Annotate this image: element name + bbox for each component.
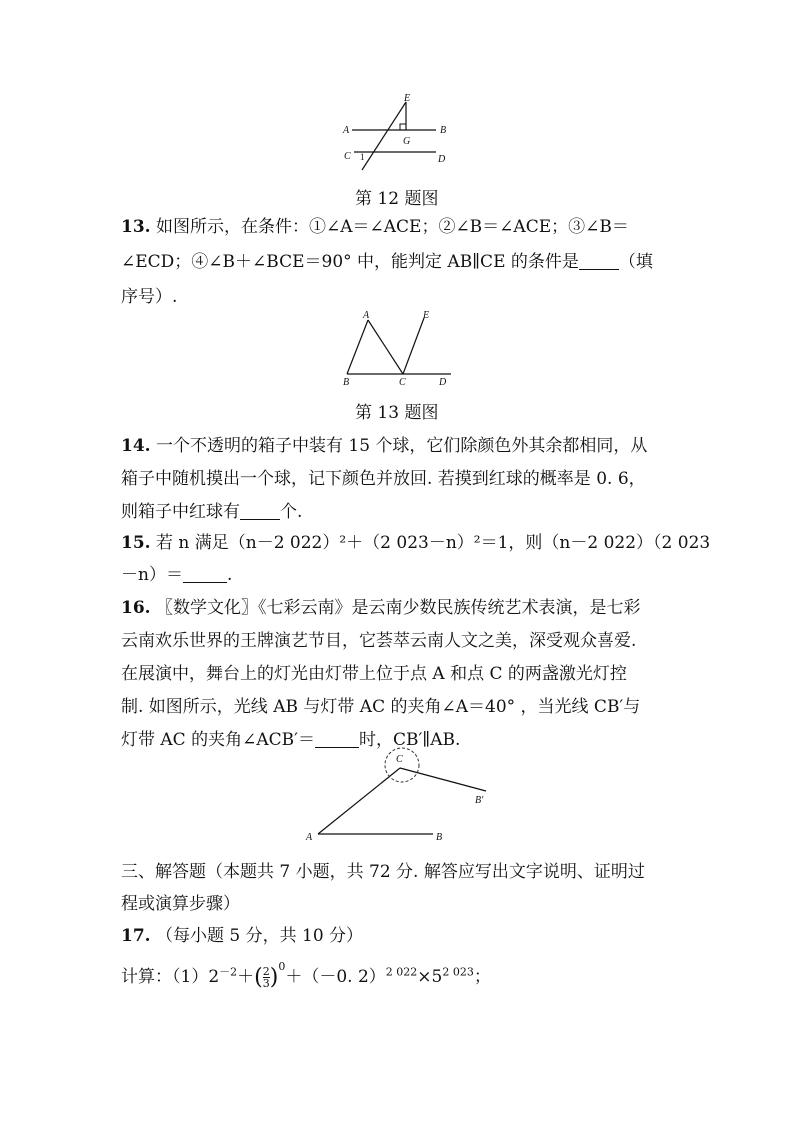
q13-text3: 序号）. — [121, 287, 178, 307]
q15-answer-blank[interactable] — [183, 566, 227, 583]
q17-exp-neg2: －2 — [219, 965, 238, 979]
q13-line3 — [121, 282, 177, 307]
q17-number: 17. — [121, 926, 151, 946]
figure-13-caption: 第 13 题图 — [355, 403, 439, 423]
label-b: B — [343, 377, 350, 388]
q14-text3b: 个. — [280, 502, 303, 522]
q15-text1: 若 n 满足（n－2 022）²＋（2 023－n）²＝1，则（n－2 022）（2 023 — [155, 533, 711, 553]
q14-text2: 箱子中随机摸出一个球，记下颜色并放回. 若摸到红球的概率是 0. 6， — [121, 469, 646, 489]
label-d: D — [438, 154, 446, 165]
section3-text2: 程或演算步骤） — [121, 894, 240, 914]
q17-frac-num: 2 — [262, 965, 270, 978]
q14-answer-blank[interactable] — [240, 503, 280, 520]
right-angle-mark — [400, 124, 406, 130]
q17-calc-prefix: 计算：（1）2 — [121, 967, 220, 987]
label-a: A — [363, 310, 370, 321]
q14-line3 — [121, 497, 302, 522]
q15-text2a: －n）＝ — [121, 565, 183, 585]
q17-exp-2022: 2 022 — [385, 965, 418, 979]
label-e: E — [423, 310, 430, 321]
q14-line1 — [121, 431, 647, 456]
label-b-prime: B′ — [475, 795, 484, 806]
q16-text3: 在展演中，舞台上的灯光由灯带上位于点 A 和点 C 的两盏激光灯控 — [121, 664, 627, 684]
section3-line1 — [121, 857, 645, 882]
label-a: A — [343, 125, 350, 136]
q14-text1: 一个不透明的箱子中装有 15 个球，它们除颜色外其余都相同，从 — [155, 436, 648, 456]
q14-text3a: 则箱子中红球有 — [121, 502, 240, 522]
label-c: C — [399, 377, 406, 388]
section3-line2 — [121, 889, 240, 914]
q16-text5a: 灯带 AC 的夹角∠ACB′＝ — [121, 730, 315, 750]
label-angle-1: 1 — [360, 152, 365, 162]
q17-header: （每小题 5 分，共 10 分） — [155, 926, 364, 946]
segment-ac — [368, 320, 403, 374]
q14-line2 — [121, 464, 646, 489]
figure-12-caption: 第 12 题图 — [355, 189, 439, 209]
label-b: B — [436, 832, 443, 843]
q16-line2 — [121, 626, 636, 651]
q17-fraction — [263, 966, 270, 989]
q17-line1 — [121, 921, 363, 946]
q13-line1 — [121, 212, 629, 237]
q15-line1 — [121, 528, 710, 553]
q13-text2b: （填 — [618, 252, 653, 272]
label-g: G — [403, 136, 411, 147]
q16-text2: 云南欢乐世界的王牌演艺节目，它荟萃云南人文之美，深受观众喜爱. — [121, 631, 637, 651]
q13-line2 — [121, 247, 653, 272]
section3-text1: 三、解答题（本题共 7 小题，共 72 分. 解答应写出文字说明、证明过 — [121, 862, 645, 882]
label-d: D — [439, 377, 447, 388]
figure-12 — [340, 92, 460, 172]
q13-text1: 如图所示，在条件：①∠A＝∠ACE；②∠B＝∠ACE；③∠B＝ — [155, 217, 629, 237]
q15-number: 15. — [121, 533, 151, 553]
q15-line2 — [121, 560, 232, 585]
ray-cb-prime — [400, 768, 486, 791]
figure-16 — [300, 742, 510, 847]
q16-line1 — [121, 593, 640, 618]
q17-line2 — [121, 960, 491, 990]
q16-text5b: 时，CB′∥AB. — [358, 730, 461, 750]
q16-line3 — [121, 659, 627, 684]
q17-plus2: ＋（－0. 2） — [285, 967, 386, 987]
q17-frac-den: 3 — [262, 977, 270, 990]
figure-13 — [335, 308, 460, 388]
light-strip-ac — [318, 768, 400, 834]
q17-exp-zero: 0 — [278, 960, 286, 973]
q17-times: ×5 — [417, 967, 443, 987]
q17-paren-close: ) — [269, 965, 279, 990]
transversal — [362, 102, 406, 170]
q16-text4: 制. 如图所示，光线 AB 与灯带 AC 的夹角∠A＝40° ，当光线 CB′与 — [121, 697, 641, 717]
ray-ce — [403, 318, 424, 374]
q16-number: 16. — [121, 598, 151, 618]
label-b: B — [440, 125, 447, 136]
q15-text2b: . — [226, 565, 233, 585]
label-c: C — [396, 754, 403, 765]
q16-text1: 〖数学文化〗《七彩云南》是云南少数民族传统艺术表演，是七彩 — [155, 598, 641, 618]
segment-ab — [347, 320, 368, 374]
q17-paren-open: ( — [254, 965, 263, 990]
q17-end: ； — [473, 967, 491, 987]
q17-exp-2023: 2 023 — [442, 965, 474, 979]
q17-plus1: ＋ — [237, 967, 255, 987]
q13-answer-blank[interactable] — [579, 253, 619, 270]
q14-number: 14. — [121, 436, 151, 456]
label-c: C — [344, 151, 351, 162]
q13-number: 13. — [121, 217, 151, 237]
q13-text2: ∠ECD；④∠B＋∠BCE＝90° 中，能判定 AB∥CE 的条件是 — [121, 252, 579, 272]
label-a: A — [306, 832, 313, 843]
q16-line4 — [121, 692, 640, 717]
label-e: E — [404, 93, 411, 104]
